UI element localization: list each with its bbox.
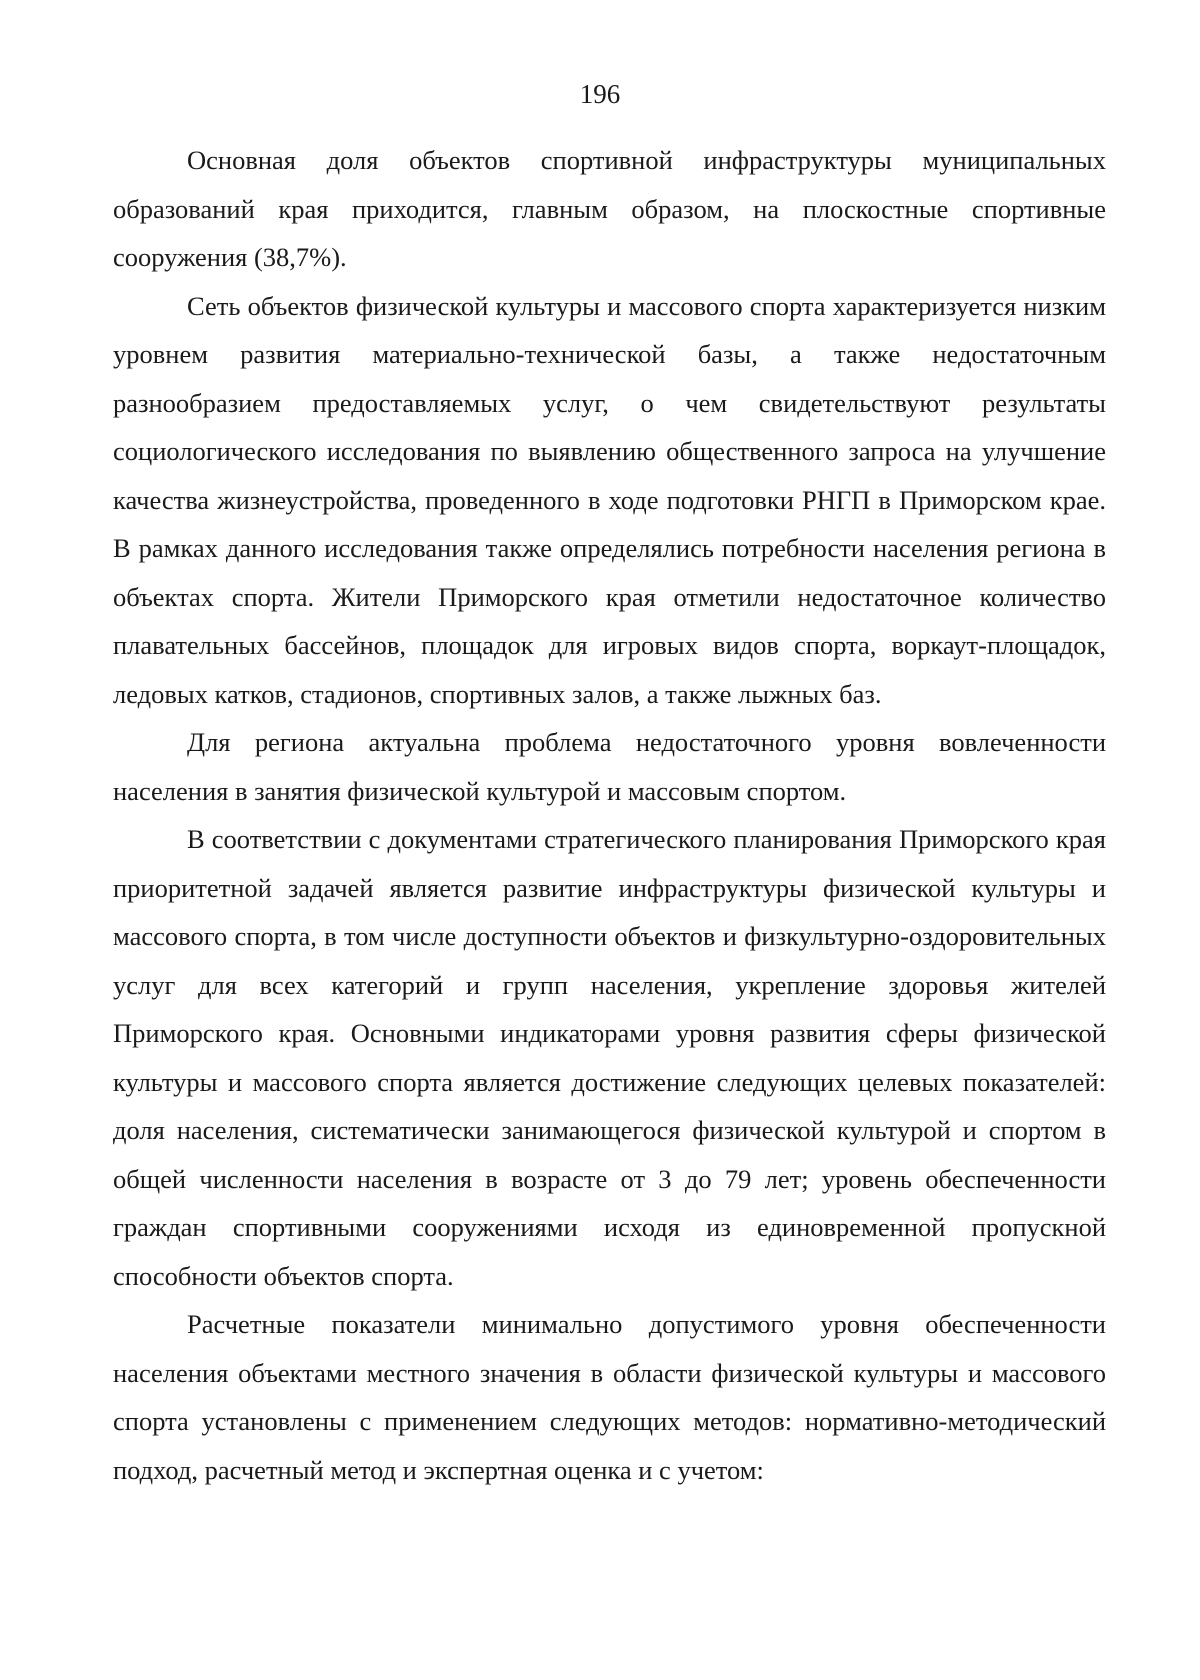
- paragraph-strategic-planning: В соответствии с документами стратегического планирования Приморского края приоритетной задачей является развитие инфраструктуры физической культуры и массового спорта, в том числе доступности объектов и физкультурно-оздоровительных услуг для всех категорий и групп населения, укрепление здоровья жителей Приморского края. Основными индикаторами уровня развития сферы физической культуры и массового спорта является достижение следующих целевых показателей: доля населения, систематически занимающегося физической культурой и спортом в общей численности населения в возрасте от 3 до 79 лет; уровень обеспеченности граждан спортивными сооружениями исходя из единовременной пропускной способности объектов спорта.: [113, 824, 1106, 1291]
- paragraph-calculation-methods: Расчетные показатели минимально допустимого уровня обеспеченности населения объектами местного значения в области физической культуры и массового спорта установлены с применением следующих методов: нормативно-методический подход, расчетный метод и экспертная оценка и с учетом:: [113, 1309, 1106, 1485]
- page-number: 196: [579, 79, 621, 109]
- text-body: [113, 136, 1106, 1494]
- paragraph-sports-network: Сеть объектов физической культуры и массового спорта характеризуется низким уровнем развития материально-технической базы, а также недостаточным разнообразием предоставляемых услуг, о чем свидетельствуют результаты социологического исследования по выявлению общественного запроса на улучшение качества жизнеустройства, проведенного в ходе подготовки РНГП в Приморском крае. В рамках данного исследования также определялись потребности населения региона в объектах спорта. Жители Приморского края отметили недостаточное количество плавательных бассейнов, площадок для игровых видов спорта, воркаут-площадок, ледовых катков, стадионов, спортивных залов, а также лыжных баз.: [113, 290, 1106, 709]
- paragraph-engagement-problem: Для региона актуальна проблема недостаточного уровня вовлеченности населения в занятия физической культурой и массовым спортом.: [113, 727, 1106, 806]
- paragraph-infrastructure-share: Основная доля объектов спортивной инфраструктуры муниципальных образований края приходится, главным образом, на плоскостные спортивные сооружения (38,7%).: [113, 145, 1106, 272]
